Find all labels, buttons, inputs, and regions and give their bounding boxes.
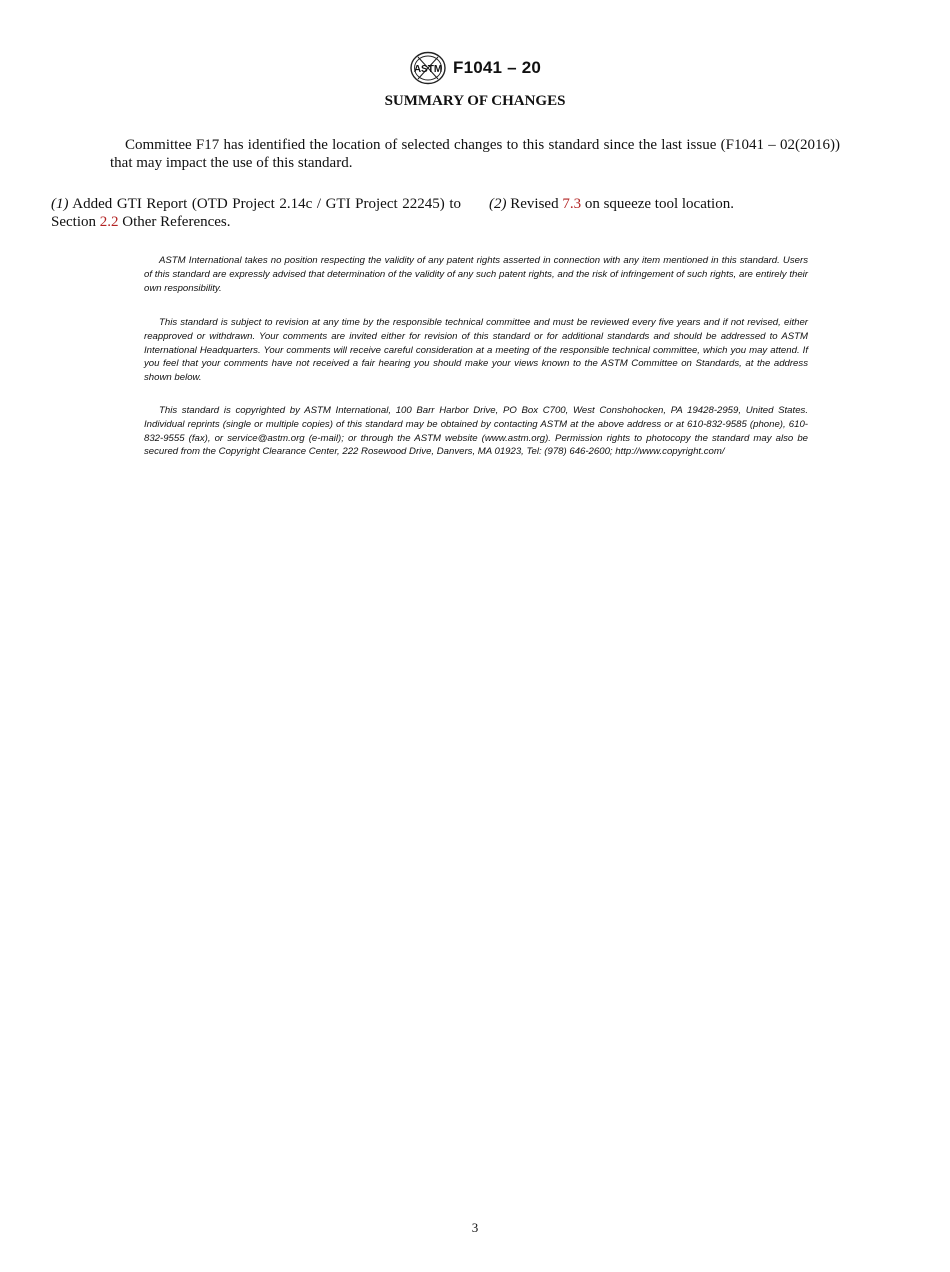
document-header — [0, 50, 950, 86]
change-number: (2) — [489, 196, 507, 212]
change-text: on squeeze tool location. — [581, 196, 734, 212]
change-text: Other References. — [118, 214, 231, 230]
change-item-1 — [51, 195, 461, 231]
standard-designation: F1041 – 20 — [452, 58, 541, 77]
svg-text:ASTM: ASTM — [413, 64, 443, 75]
change-text: Revised — [506, 196, 563, 212]
astm-logo-icon — [409, 51, 447, 85]
change-item-2 — [489, 195, 889, 213]
section-link-7-3[interactable]: 7.3 — [562, 196, 582, 212]
summary-title: SUMMARY OF CHANGES — [384, 93, 566, 109]
section-link-2-2[interactable]: 2.2 — [99, 214, 119, 230]
page-number: 3 — [471, 1220, 479, 1235]
change-number: (1) — [51, 196, 69, 212]
copyright-notice: This standard is copyrighted by ASTM International, 100 Barr Harbor Drive, PO Box C700, West Conshohocken, PA 19428-2959, United States. Individual reprints (single or multiple copies) of this standard may be obtained by contacting ASTM at the above address or at 610-832-9585 (phone), 610-832-9555 (fax), or service@astm.org (e-mail); or through the ASTM website (www.astm.org). Permission rights to photocopy the standard may also be secured from the Copyright Clearance Center, 222 Rosewood Drive, Danvers, MA 01923, Tel: (978) 646-2600; http://www.copyright.com/ — [144, 405, 808, 458]
revision-notice: This standard is subject to revision at any time by the responsible technical committee and must be reviewed every five years and if not revised, either reapproved or withdrawn. Your comments are invited either for revision of this standard or for additional standards and should be addressed to ASTM International Headquarters. Your comments will receive careful consideration at a meeting of the responsible technical committee, which you may attend. If you feel that your comments have not received a fair hearing you should make your views known to the ASTM Committee on Standards, at the address shown below. — [144, 317, 808, 384]
patent-notice: ASTM International takes no position respecting the validity of any patent rights asserted in connection with any item mentioned in this standard. Users of this standard are expressly advised that determination of the validity of any such patent rights, and the risk of infringement of such rights, are entirely their own responsibility. — [144, 255, 808, 294]
summary-intro: Committee F17 has identified the location of selected changes to this standard since the last issue (F1041 – 02(2016)) that may impact the use of this standard. — [110, 137, 840, 171]
change-text: Added GTI Report (OTD Project 2.14c / GTI Project 22245) to Section — [51, 196, 461, 230]
